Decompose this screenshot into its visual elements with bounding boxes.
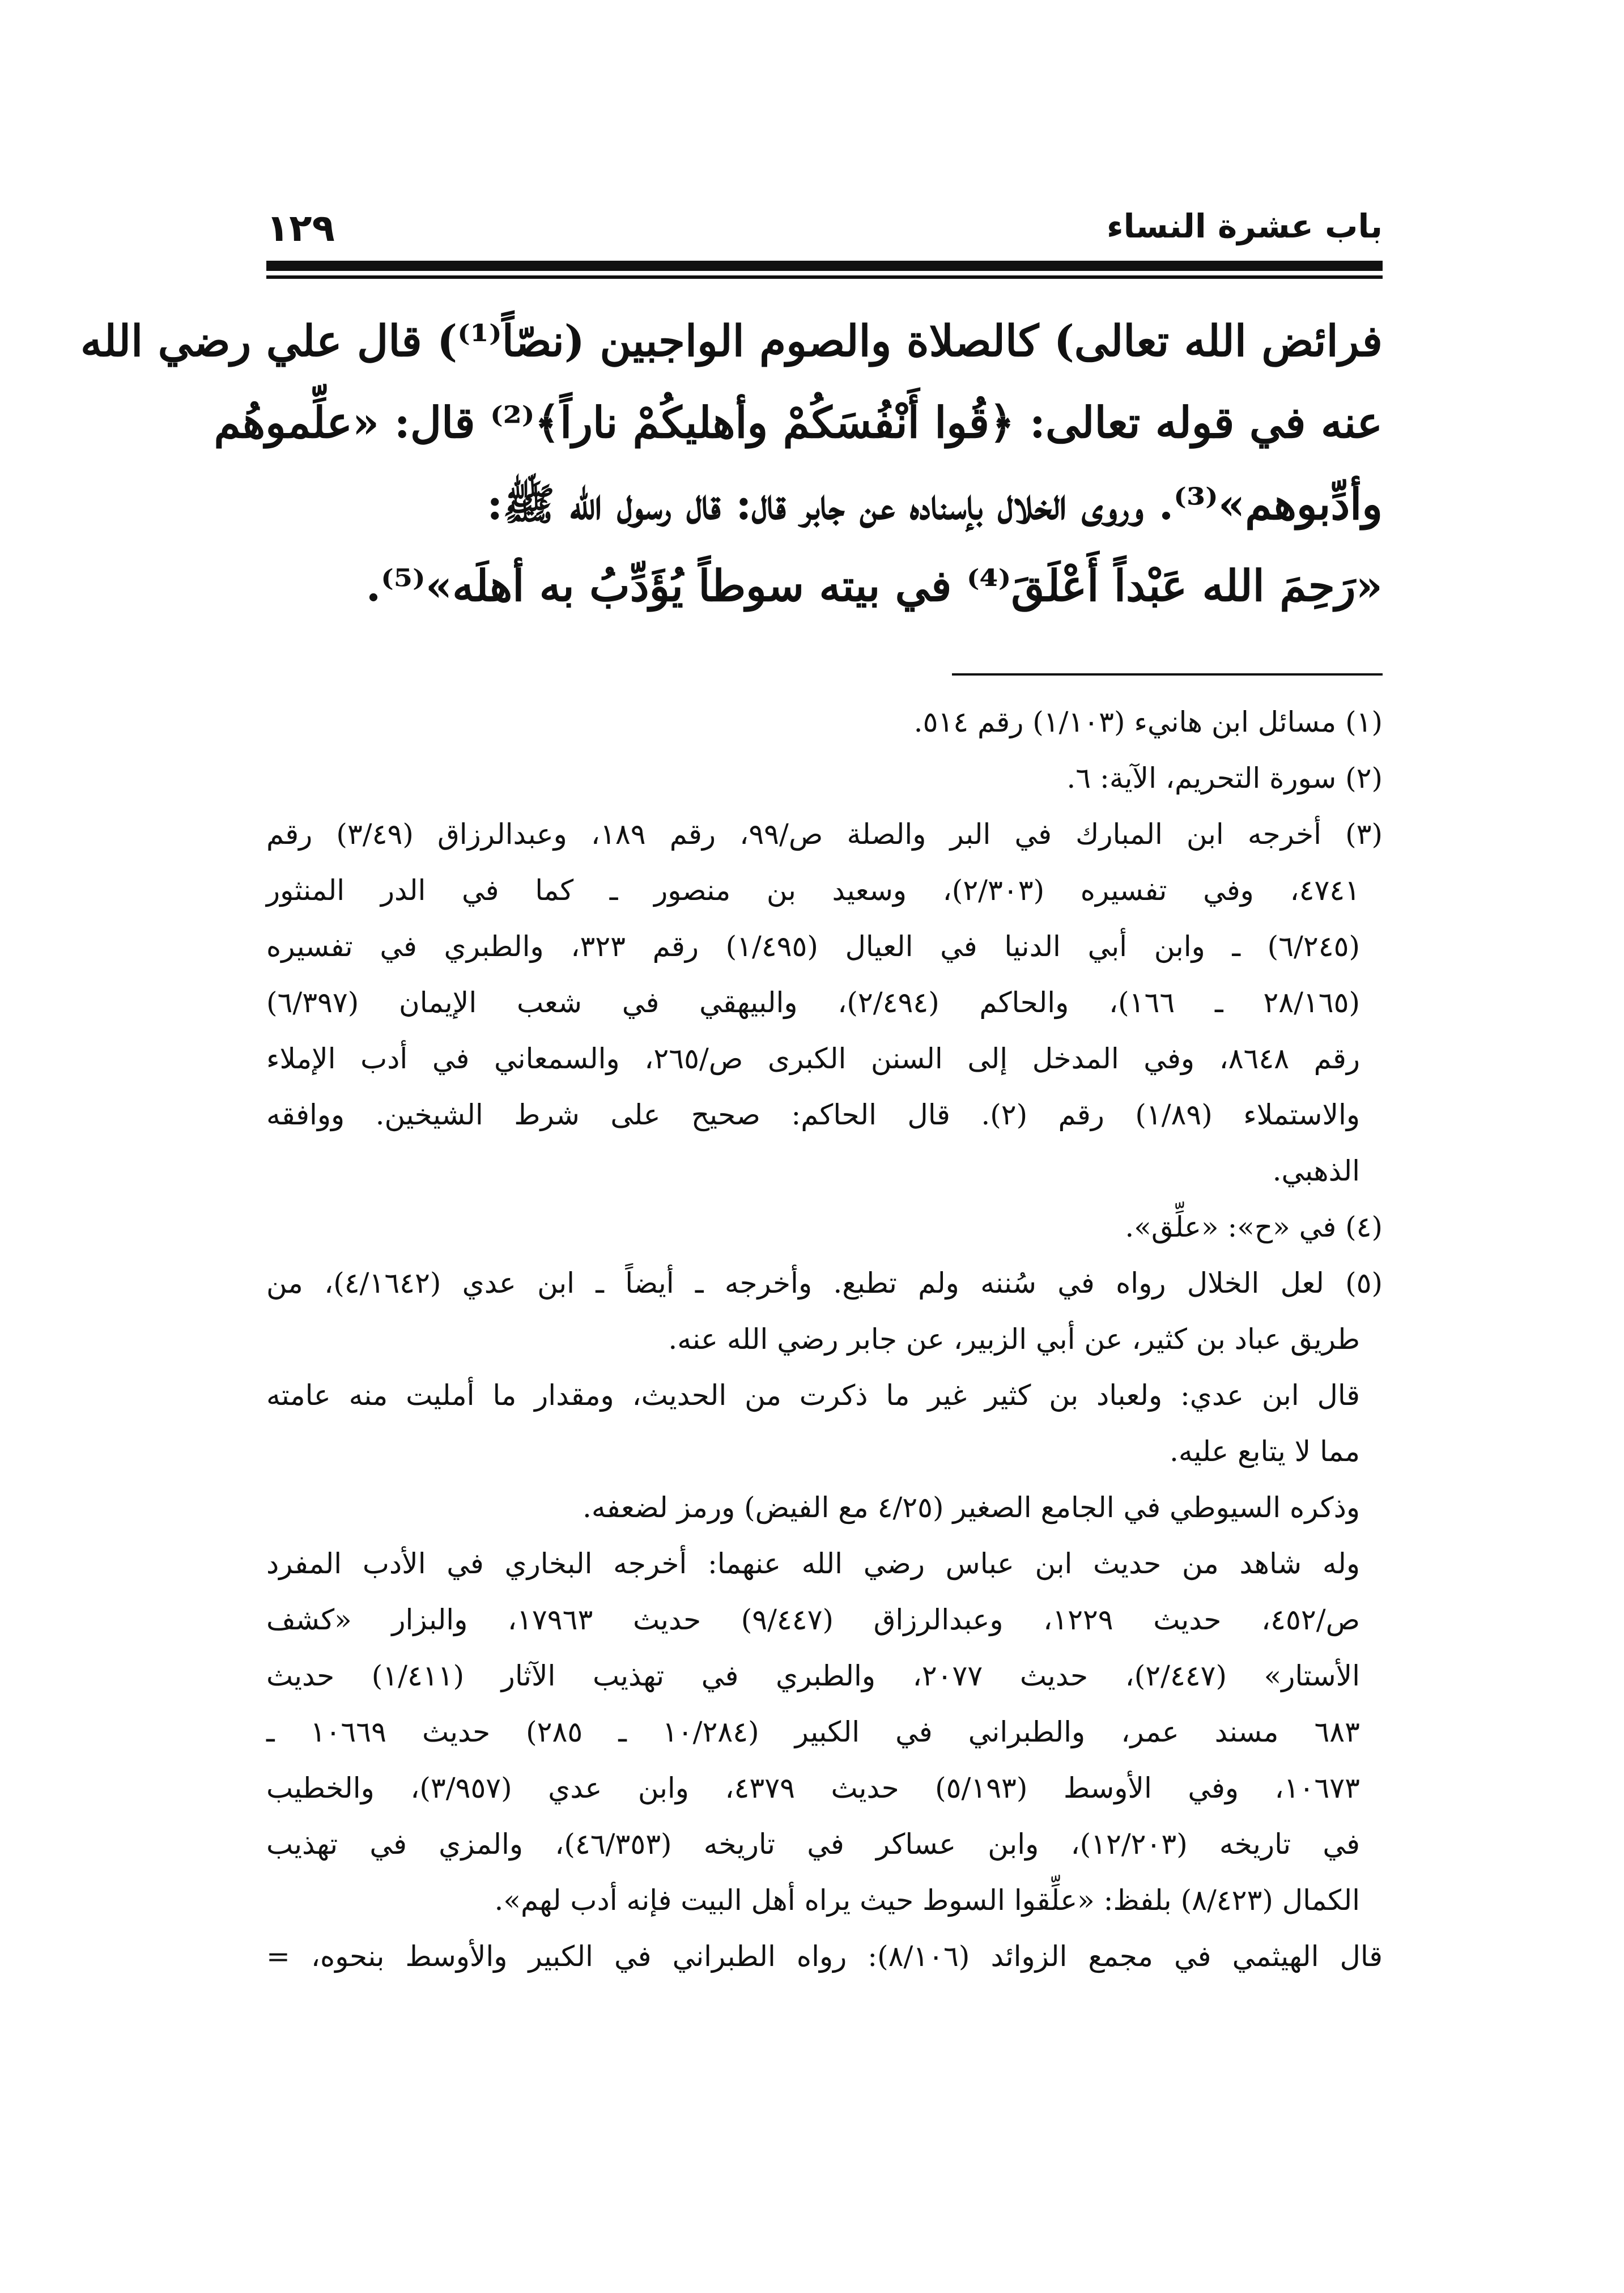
- footnote-3-line: والاستملاء (١/٨٩) رقم (٢). قال الحاكم: صحيح على شرط الشيخين. ووافقه: [266, 1098, 1361, 1131]
- main-line: فرائض الله تعالى) كالصلاة والصوم الواجبين (نصّاً⁽¹⁾) قال علي رضي الله: [80, 316, 1383, 366]
- footnote-5-line: في تاريخه (١٢/٢٠٣)، وابن عساكر في تاريخه (٤٦/٣٥٣)، والمزي في تهذيب: [266, 1828, 1360, 1861]
- footnote-4: (٤) في «ح»: «علِّق».: [1125, 1211, 1383, 1243]
- footnote-5-line: الأستار» (٢/٤٤٧)، حديث ٢٠٧٧، والطبري في تهذيب الآثار (١/٤١١) حديث: [266, 1659, 1360, 1692]
- footnote-5-line: الكمال (٨/٤٢٣) بلفظ: «علِّقوا السوط حيث يراه أهل البيت فإنه أدب لهم».: [494, 1884, 1360, 1917]
- footnotes: [266, 694, 1383, 1985]
- header-rule-thin: [266, 275, 1383, 279]
- footnote-5-line: وله شاهد من حديث ابن عباس رضي الله عنهما: أخرجه البخاري في الأدب المفرد: [266, 1547, 1360, 1580]
- footnote-5-line: طريق عباد بن كثير، عن أبي الزبير، عن جابر رضي الله عنه.: [668, 1323, 1360, 1356]
- footnote-5-line: ص/٤٥٢، حديث ١٢٢٩، وعبدالرزاق (٩/٤٤٧) حديث ١٧٩٦٣، والبزار «كشف: [266, 1603, 1361, 1636]
- main-line: عنه في قوله تعالى: ﴿قُوا أَنْفُسَكُمْ وأهليكُمْ ناراً﴾⁽²⁾ قال: «علِّموهُم: [214, 397, 1383, 448]
- main-line: وأدِّبوهم»⁽³⁾. وروى الخلال بإسناده عن جابر قال: قال رسول الله ﷺ:: [487, 479, 1383, 529]
- page-number: ١٢٩: [266, 206, 335, 250]
- main-text: [80, 300, 1383, 627]
- footnote-5-line: قال ابن عدي: ولعباد بن كثير غير ما ذكرت من الحديث، ومقدار ما أمليت منه عامته: [266, 1379, 1360, 1412]
- chapter-title: باب عشرة النساء: [1107, 207, 1383, 245]
- footnote-5-line: وذكره السيوطي في الجامع الصغير (٤/٢٥ مع الفيض) ورمز لضعفه.: [582, 1491, 1360, 1524]
- footnote-5-line: قال الهيثمي في مجمع الزوائد (٨/١٠٦): رواه الطبراني في الكبير والأوسط بنحوه، =: [266, 1940, 1383, 1973]
- running-header: [266, 187, 1383, 255]
- footnote-3-line: (٣) أخرجه ابن المبارك في البر والصلة ص/٩٩، رقم ١٨٩، وعبدالرزاق (٣/٤٩) رقم: [266, 818, 1383, 851]
- footnote-5-line: ١٠٦٧٣، وفي الأوسط (٥/١٩٣) حديث ٤٣٧٩، وابن عدي (٣/٩٥٧)، والخطيب: [266, 1772, 1360, 1804]
- footnote-2: (٢) سورة التحريم، الآية: ٦.: [1066, 762, 1383, 795]
- footnote-3-line: (٢٨/١٦٥ ـ ١٦٦)، والحاكم (٢/٤٩٤)، والبيهقي في شعب الإيمان (٦/٣٩٧): [266, 986, 1360, 1019]
- footnote-separator: [952, 673, 1383, 676]
- footnote-3-line: رقم ٨٦٤٨، وفي المدخل إلى السنن الكبرى ص/٢٦٥، والسمعاني في أدب الإملاء: [266, 1042, 1360, 1075]
- header-rule-thick: [266, 261, 1383, 271]
- footnote-3-line: (٦/٢٤٥) ـ وابن أبي الدنيا في العيال (١/٤٩٥) رقم ٣٢٣، والطبري في تفسيره: [266, 930, 1360, 963]
- footnote-3-line: الذهبي.: [1272, 1154, 1360, 1187]
- footnote-5-line: ٦٨٣ مسند عمر، والطبراني في الكبير (١٠/٢٨٤ ـ ٢٨٥) حديث ١٠٦٦٩ ـ: [266, 1715, 1361, 1748]
- footnote-1: (١) مسائل ابن هانيء (١/١٠٣) رقم ٥١٤.: [913, 706, 1383, 738]
- main-line: «رَحِمَ الله عَبْداً أَعْلَقَ⁽⁴⁾ في بيته سوطاً يُؤَدِّبُ به أهلَه»⁽⁵⁾.: [365, 560, 1383, 611]
- footnote-5-line: مما لا يتابع عليه.: [1169, 1435, 1360, 1468]
- footnote-3-line: ٤٧٤١، وفي تفسيره (٢/٣٠٣)، وسعيد بن منصور ـ كما في الدر المنثور: [266, 874, 1361, 907]
- footnote-5-line: (٥) لعل الخلال رواه في سُننه ولم تطبع. وأخرجه ـ أيضاً ـ ابن عدي (٤/١٦٤٢)، من: [266, 1267, 1383, 1300]
